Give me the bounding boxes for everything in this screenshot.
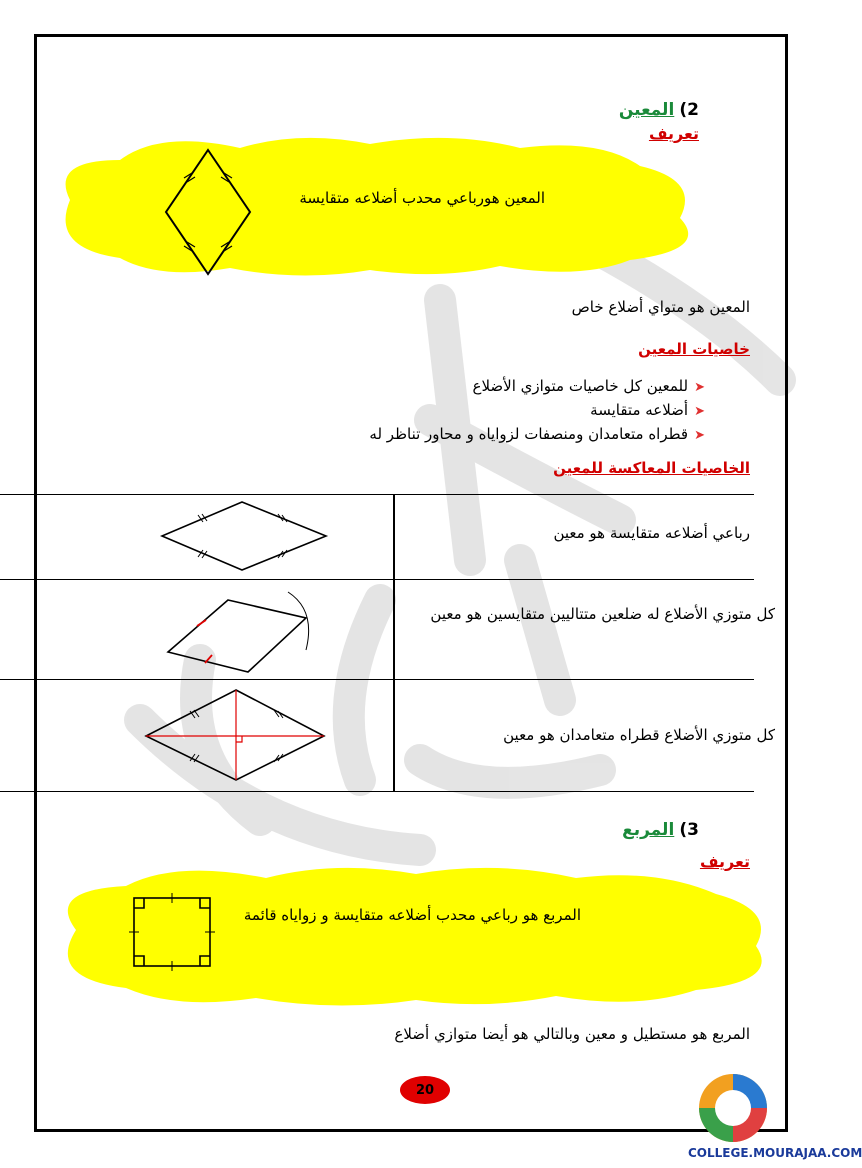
section2-note: المعين هو متواي أضلاع خاص <box>571 298 750 316</box>
property-item-1 <box>473 377 706 395</box>
table-border <box>0 679 754 680</box>
check-bullet-icon: ➤ <box>694 428 705 443</box>
property-text-1: للمعين كل خاصيات متوازي الأضلاع <box>472 377 689 395</box>
converse-row-3-text: كل متوزي الأضلاع قطراه متعامدان هو معين <box>503 726 775 744</box>
parallelogram-adjacent-sides-figure <box>160 590 320 676</box>
section3-heading <box>622 820 699 840</box>
page-number-badge <box>400 1076 450 1104</box>
table-border-top <box>0 494 754 495</box>
section3-title: المربع <box>622 820 675 840</box>
section2-heading <box>619 100 699 120</box>
table-border-bottom <box>0 791 754 792</box>
check-bullet-icon: ➤ <box>694 380 705 395</box>
converse-row-2-text: كل متوزي الأضلاع له ضلعين متتاليين متقايسين هو معين <box>430 605 775 623</box>
section2-definition: المعين هورباعي محدب أضلاعه متقايسة <box>299 189 545 207</box>
rhombus-equal-sides-figure <box>150 498 340 576</box>
check-bullet-icon: ➤ <box>694 404 705 419</box>
converse-title: الخاصيات المعاكسة للمعين <box>553 459 750 477</box>
property-text-2: أضلاعه متقايسة <box>590 401 689 419</box>
section2-number: 2) <box>679 100 699 120</box>
section3-definition: المربع هو رباعي محدب أضلاعه متقايسة و زواياه قائمة <box>243 906 581 924</box>
site-logo <box>688 1066 778 1144</box>
table-divider <box>393 494 395 791</box>
property-item-2 <box>590 401 705 419</box>
converse-row-1-text: رباعي أضلاعه متقايسة هو معين <box>553 524 750 542</box>
page-number: 20 <box>415 1082 435 1098</box>
section2-definition-label: تعريف <box>648 124 699 143</box>
section3-definition-label: تعريف <box>699 852 750 871</box>
rhombus-perpendicular-diagonals-figure <box>140 684 335 786</box>
definition-cloud-square <box>36 860 781 1010</box>
section2-title: المعين <box>618 100 675 120</box>
properties-title: خاصيات المعين <box>638 340 750 358</box>
property-item-3 <box>369 425 705 443</box>
section3-number: 3) <box>679 820 699 840</box>
site-url: COLLEGE.MOURAJAA.COM <box>688 1146 862 1160</box>
property-text-3: قطراه متعامدان ومنصفات لزواياه و محاور تناظر له <box>369 425 689 443</box>
table-border <box>0 579 754 580</box>
section3-note: المربع هو مستطيل و معين وبالتالي هو أيضا متوازي أضلاع <box>394 1025 750 1043</box>
